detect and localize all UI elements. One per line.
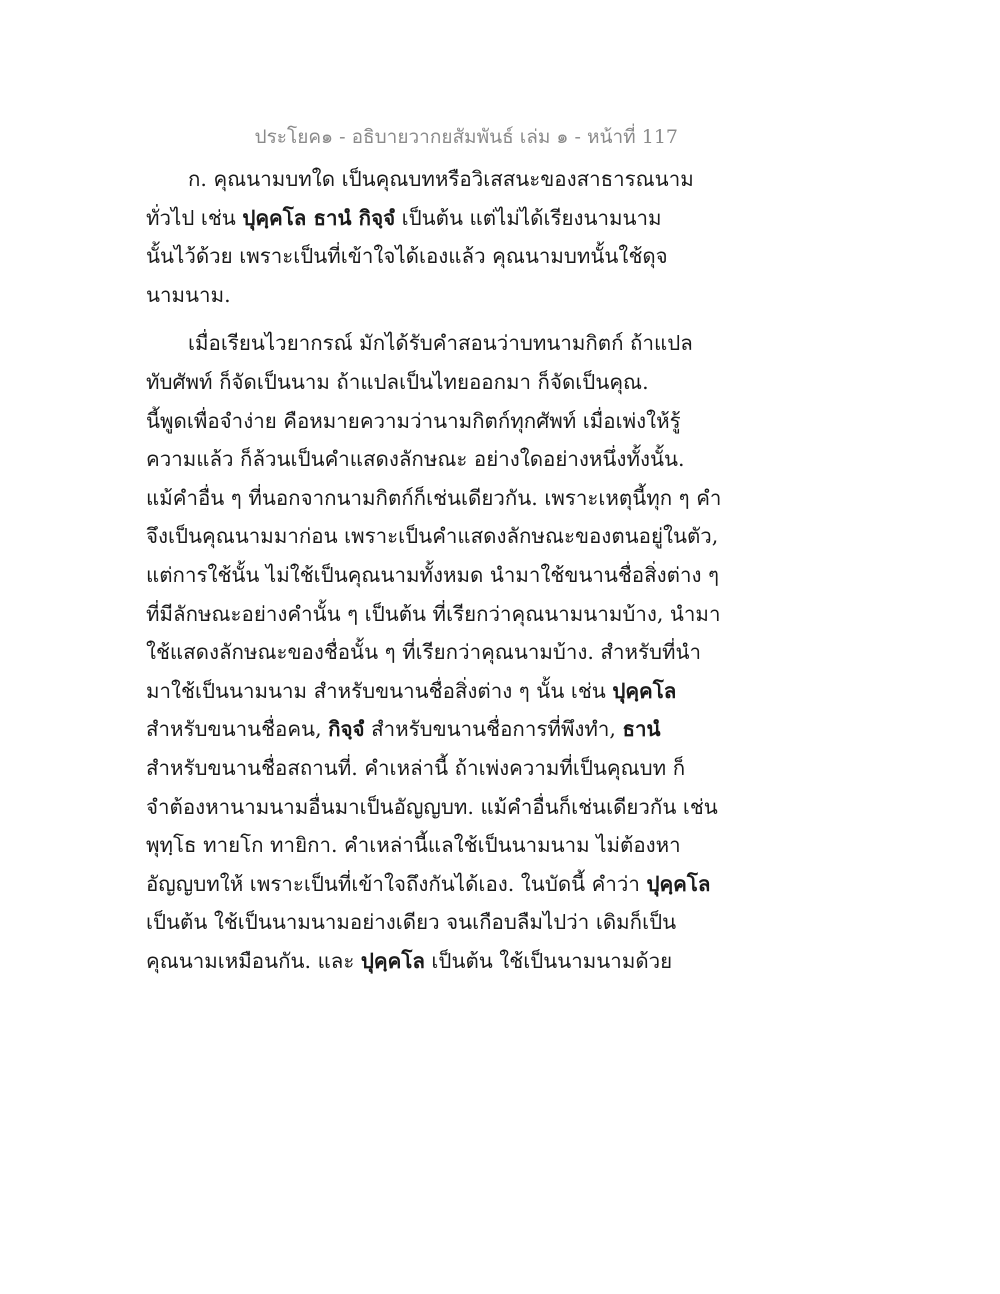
text-run: สำหรับขนานชื่อคน,	[146, 717, 329, 742]
text-line	[146, 517, 719, 556]
pali-term: ปุคฺคโล	[360, 948, 425, 973]
text-run: ใช้แสดงลักษณะของชื่อนั้น ๆ ที่เรียกว่าคุณนามบ้าง. สำหรับที่นำ	[146, 640, 702, 665]
text-run: แม้คำอื่น ๆ ที่นอกจากนามกิตก์ก็เช่นเดียวกัน. เพราะเหตุนี้ทุก ๆ คำ	[146, 485, 722, 510]
text-line	[146, 556, 719, 595]
text-run: พุทฺโธ ทายโก ทายิกา. คำเหล่านี้แลใช้เป็นนามนาม ไม่ต้องหา	[146, 833, 681, 858]
pali-term: ปุคฺคโล ธานํ กิจฺจํ	[242, 205, 396, 230]
running-header: ประโยค๑ - อธิบายวากยสัมพันธ์ เล่ม ๑ - หน้าที่ 117	[254, 126, 678, 148]
text-run: เป็นต้น แต่ไม่ได้เรียงนามนาม	[395, 205, 662, 230]
paragraph-first-line	[146, 324, 693, 363]
text-line	[146, 440, 685, 479]
page-body	[146, 160, 722, 980]
text-line	[146, 672, 676, 711]
text-line	[146, 903, 676, 942]
text-run: ทั่วไป เช่น	[146, 205, 243, 230]
text-line	[146, 826, 681, 865]
text-line	[146, 479, 722, 518]
text-run: จึงเป็นคุณนามมาก่อน เพราะเป็นคำแสดงลักษณะของตนอยู่ในตัว,	[146, 524, 719, 549]
text-line	[146, 788, 718, 827]
text-line	[146, 749, 686, 788]
pali-term: ปุคฺคโล	[646, 871, 711, 896]
pali-term: ธานํ	[622, 717, 661, 742]
text-run: แต่การใช้นั้น ไม่ใช้เป็นคุณนามทั้งหมด นำมาใช้ขนานชื่อสิ่งต่าง ๆ	[146, 562, 719, 587]
text-run: มาใช้เป็นนามนาม สำหรับขนานชื่อสิ่งต่าง ๆ นั้น เช่น	[146, 678, 613, 703]
text-run: อัญญบทให้ เพราะเป็นที่เข้าใจถึงกันได้เอง. ในบัดนี้ คำว่า	[146, 871, 647, 896]
text-line	[146, 595, 721, 634]
pali-term: ปุคฺคโล	[612, 678, 677, 703]
pali-term: กิจฺจํ	[328, 717, 365, 742]
text-run: ความแล้ว ก็ล้วนเป็นคำแสดงลักษณะ อย่างใดอย่างหนึ่งทั้งนั้น.	[146, 447, 685, 472]
text-run: สำหรับขนานชื่อการที่พึงทำ,	[364, 717, 623, 742]
text-run: นี้พูดเพื่อจำง่าย คือหมายความว่านามกิตก์ทุกศัพท์ เมื่อเพ่งให้รู้	[146, 408, 681, 433]
text-line	[146, 710, 676, 749]
text-run: เป็นต้น ใช้เป็นนามนามด้วย	[424, 948, 673, 973]
text-line	[146, 276, 676, 315]
text-line	[146, 402, 681, 441]
text-run: นั้นไว้ด้วย เพราะเป็นที่เข้าใจได้เองแล้ว คุณนามบทนั้นใช้ดุจ	[146, 244, 668, 269]
text-line	[146, 633, 702, 672]
text-run: เมื่อเรียนไวยากรณ์ มักได้รับคำสอนว่าบทนามกิตก์ ถ้าแปล	[188, 331, 693, 356]
text-run: สำหรับขนานชื่อสถานที่. คำเหล่านี้ ถ้าเพ่งความที่เป็นคุณบท ก็	[146, 755, 686, 780]
text-line	[146, 199, 676, 238]
text-line	[146, 363, 676, 402]
text-run: ทับศัพท์ ก็จัดเป็นนาม ถ้าแปลเป็นไทยออกมา ก็จัดเป็นคุณ.	[146, 369, 649, 394]
paragraph-first-line	[146, 160, 694, 199]
text-run: เป็นต้น ใช้เป็นนามนามอย่างเดียว จนเกือบลืมไปว่า เดิมก็เป็น	[146, 910, 677, 935]
text-line	[146, 865, 711, 904]
text-line	[146, 237, 676, 276]
text-run: ก. คุณนามบทใด เป็นคุณบทหรือวิเสสนะของสาธารณนาม	[188, 167, 694, 191]
text-run: ที่มีลักษณะอย่างคำนั้น ๆ เป็นต้น ที่เรียกว่าคุณนามนามบ้าง, นำมา	[146, 601, 721, 626]
text-run: คุณนามเหมือนกัน. และ	[146, 948, 361, 973]
text-line	[146, 942, 676, 981]
text-run: นามนาม.	[146, 282, 231, 307]
text-run: จำต้องหานามนามอื่นมาเป็นอัญญบท. แม้คำอื่นก็เช่นเดียวกัน เช่น	[146, 794, 718, 819]
